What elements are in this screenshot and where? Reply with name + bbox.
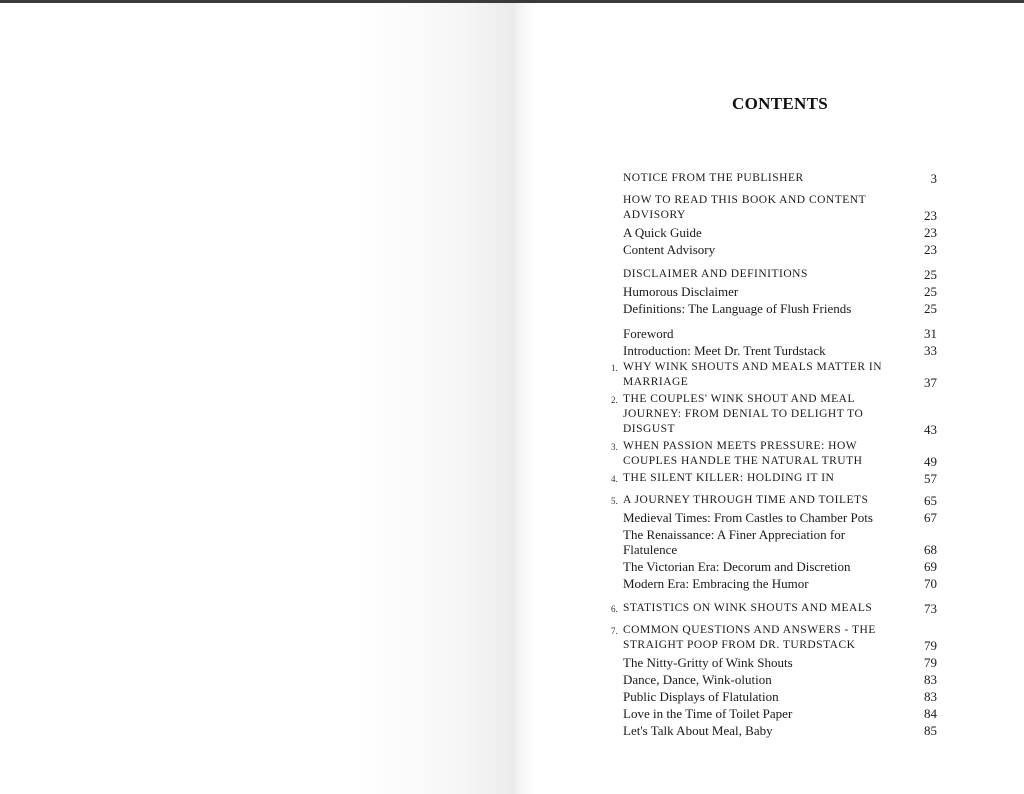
toc-entry-label: COMMON QUESTIONS AND ANSWERS - THE STRAIGHT POOP FROM DR. TURDSTACK xyxy=(623,624,876,651)
toc-entry-label: The Renaissance: A Finer Appreciation for Flatulence xyxy=(623,527,846,557)
toc-entry-page: 69 xyxy=(924,559,937,574)
toc-entry[interactable] xyxy=(623,510,937,525)
toc-chapter-number: 5. xyxy=(611,496,618,506)
toc-entry[interactable] xyxy=(623,242,937,257)
toc-entry-label: DISCLAIMER AND DEFINITIONS xyxy=(623,268,808,280)
toc-entry-label: The Victorian Era: Decorum and Discretion xyxy=(623,559,851,574)
toc-entry-page: 33 xyxy=(924,343,937,358)
toc-entry-label: Modern Era: Embracing the Humor xyxy=(623,576,809,591)
toc-entry[interactable] xyxy=(611,623,937,653)
toc-entry-page: 25 xyxy=(924,301,937,316)
toc-entry[interactable] xyxy=(623,284,937,299)
toc-entry-label: Medieval Times: From Castles to Chamber Pots xyxy=(623,510,873,525)
toc-entry-label: NOTICE FROM THE PUBLISHER xyxy=(623,172,804,184)
toc-chapter-number: 3. xyxy=(611,442,618,452)
toc-entry[interactable] xyxy=(623,655,937,670)
toc-entry[interactable] xyxy=(623,326,937,341)
toc-entry-page: 23 xyxy=(924,208,937,223)
toc-entry-label: A JOURNEY THROUGH TIME AND TOILETS xyxy=(623,494,869,506)
toc-entry[interactable] xyxy=(611,601,937,616)
toc-chapter-number: 4. xyxy=(611,474,618,484)
toc-entry-page: 79 xyxy=(924,638,937,653)
toc-entry-page: 57 xyxy=(924,471,937,486)
toc-entry-page: 49 xyxy=(924,454,937,469)
toc-entry-page: 43 xyxy=(924,422,937,437)
toc-entry-page: 25 xyxy=(924,267,937,282)
toc-entry-page: 73 xyxy=(924,601,937,616)
toc-entry[interactable] xyxy=(611,360,937,390)
toc-entry-page: 70 xyxy=(924,576,937,591)
toc-entry-label: WHY WINK SHOUTS AND MEALS MATTER IN MARRIAGE xyxy=(623,361,882,388)
toc-entry-label: STATISTICS ON WINK SHOUTS AND MEALS xyxy=(623,602,873,614)
toc-entry-label: Humorous Disclaimer xyxy=(623,284,739,299)
toc-entry[interactable] xyxy=(623,723,937,738)
toc-entry-page: 79 xyxy=(924,655,937,670)
toc-entry-label: Public Displays of Flatulation xyxy=(623,689,779,704)
toc-entry-label: Content Advisory xyxy=(623,242,716,257)
toc-entry-page: 83 xyxy=(924,689,937,704)
toc-chapter-number: 6. xyxy=(611,604,618,614)
toc-entry[interactable] xyxy=(623,343,937,358)
toc-entry-label: A Quick Guide xyxy=(623,225,702,240)
toc-entry[interactable] xyxy=(611,471,937,486)
toc-entry[interactable] xyxy=(623,689,937,704)
toc-entry-label: WHEN PASSION MEETS PRESSURE: HOW COUPLES HANDLE THE NATURAL TRUTH xyxy=(623,440,863,467)
toc-entry-page: 83 xyxy=(924,672,937,687)
toc-entry[interactable] xyxy=(623,672,937,687)
toc-entry[interactable] xyxy=(623,225,937,240)
toc-entry[interactable] xyxy=(623,171,937,186)
toc-entry-page: 31 xyxy=(924,326,937,341)
toc-entry-page: 68 xyxy=(924,542,937,557)
toc-entry-page: 67 xyxy=(924,510,937,525)
toc-entry-page: 37 xyxy=(924,375,937,390)
toc-entry[interactable] xyxy=(623,706,937,721)
toc-entry-label: Love in the Time of Toilet Paper xyxy=(623,706,793,721)
toc-entry-label: Foreword xyxy=(623,326,674,341)
toc-entry-page: 65 xyxy=(924,493,937,508)
toc-chapter-number: 2. xyxy=(611,395,618,405)
toc-entry-page: 3 xyxy=(930,171,937,186)
toc-entry-label: THE SILENT KILLER: HOLDING IT IN xyxy=(623,472,835,484)
toc-entry[interactable] xyxy=(623,193,937,223)
toc-entry[interactable] xyxy=(611,392,937,437)
toc-entry-label: HOW TO READ THIS BOOK AND CONTENT ADVISORY xyxy=(623,194,866,221)
toc-chapter-number: 1. xyxy=(611,363,618,373)
toc-entry-label: Dance, Dance, Wink-olution xyxy=(623,672,772,687)
toc-entry[interactable] xyxy=(623,301,937,316)
toc-entry[interactable] xyxy=(611,493,937,508)
toc-entry-page: 23 xyxy=(924,242,937,257)
toc-entry[interactable] xyxy=(623,576,937,591)
toc-entry-page: 84 xyxy=(924,706,937,721)
contents-title: CONTENTS xyxy=(732,94,828,113)
toc-entry-label: Introduction: Meet Dr. Trent Turdstack xyxy=(623,343,826,358)
toc-entry-label: The Nitty-Gritty of Wink Shouts xyxy=(623,655,793,670)
toc-entry-page: 25 xyxy=(924,284,937,299)
toc-entry-label: THE COUPLES' WINK SHOUT AND MEAL JOURNEY: FROM DENIAL TO DELIGHT TO DISGUST xyxy=(623,393,864,435)
toc-entry-label: Let's Talk About Meal, Baby xyxy=(623,723,773,738)
toc-entry[interactable] xyxy=(623,559,937,574)
toc-entry-label: Definitions: The Language of Flush Friends xyxy=(623,301,852,316)
toc-entry[interactable] xyxy=(623,267,937,282)
toc-entry-page: 85 xyxy=(924,723,937,738)
toc-entry[interactable] xyxy=(623,527,937,557)
toc-chapter-number: 7. xyxy=(611,626,618,636)
toc-entry[interactable] xyxy=(611,439,937,469)
toc-entry-page: 23 xyxy=(924,225,937,240)
